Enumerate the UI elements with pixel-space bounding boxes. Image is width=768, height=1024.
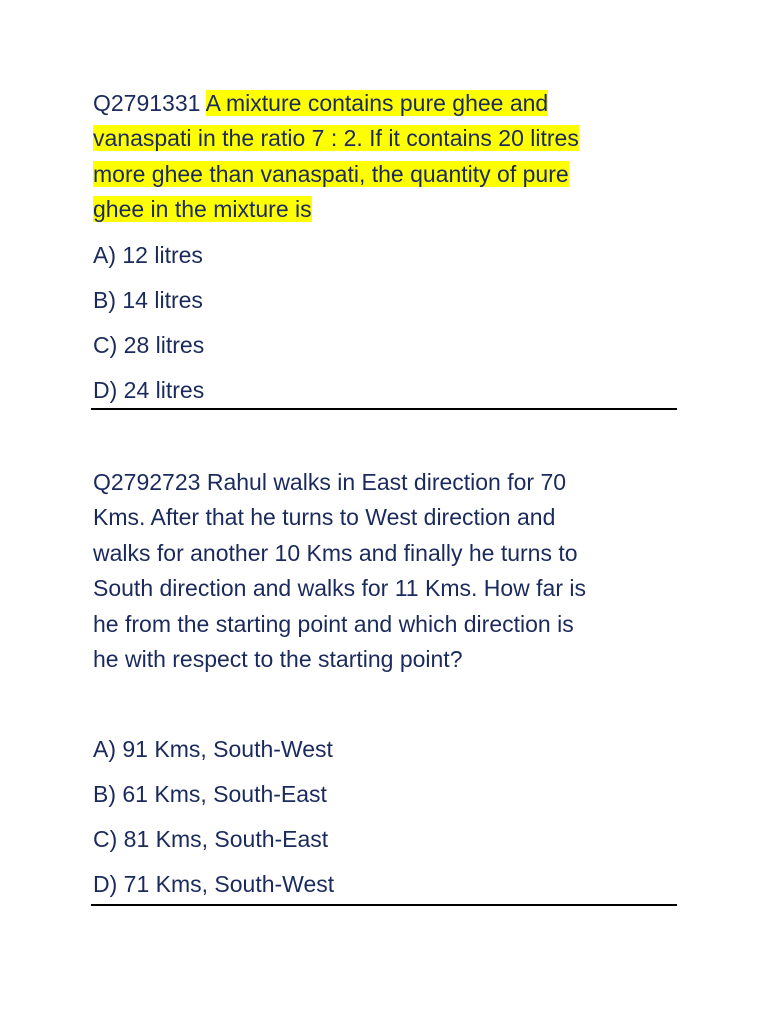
- question-1-option-a: A) 12 litres: [93, 242, 203, 268]
- question-1-text-line-3: more ghee than vanaspati, the quantity of pure: [93, 160, 569, 187]
- question-2-text-line-3: walks for another 10 Kms and finally he turns to: [93, 539, 578, 566]
- question-2-text-line-1: Rahul walks in East direction for 70: [206, 469, 567, 495]
- question-2-id: Q2792723: [93, 469, 201, 495]
- question-1-text-line-2: vanaspati in the ratio 7 : 2. If it contains 20 litres: [93, 125, 579, 152]
- question-2-option-c: C) 81 Kms, South-East: [93, 826, 329, 852]
- question-1-id: Q2791331: [93, 90, 201, 116]
- question-1-options: [93, 240, 204, 420]
- question-2-text-line-6: he with respect to the starting point?: [93, 646, 463, 673]
- question-2-text-line-2: Kms. After that he turns to West direction and: [93, 504, 556, 531]
- question-2-options: [93, 734, 334, 914]
- question-2-divider: [91, 904, 677, 906]
- question-1-option-c: C) 28 litres: [93, 332, 205, 358]
- question-1-divider: [91, 408, 677, 410]
- question-1-text-line-4: ghee in the mixture is: [93, 196, 312, 223]
- question-2-option-d: D) 71 Kms, South-West: [93, 871, 335, 897]
- question-2-text-line-5: he from the starting point and which direction is: [93, 610, 574, 637]
- question-2-option-b: B) 61 Kms, South-East: [93, 781, 327, 807]
- question-1: [93, 86, 683, 228]
- question-1-option-d: D) 24 litres: [93, 377, 205, 403]
- question-1-option-b: B) 14 litres: [93, 287, 203, 313]
- question-2: [93, 465, 683, 677]
- question-2-text-line-4: South direction and walks for 11 Kms. How far is: [93, 575, 587, 602]
- question-1-text-line-1: A mixture contains pure ghee and: [205, 90, 549, 116]
- question-2-option-a: A) 91 Kms, South-West: [93, 736, 333, 762]
